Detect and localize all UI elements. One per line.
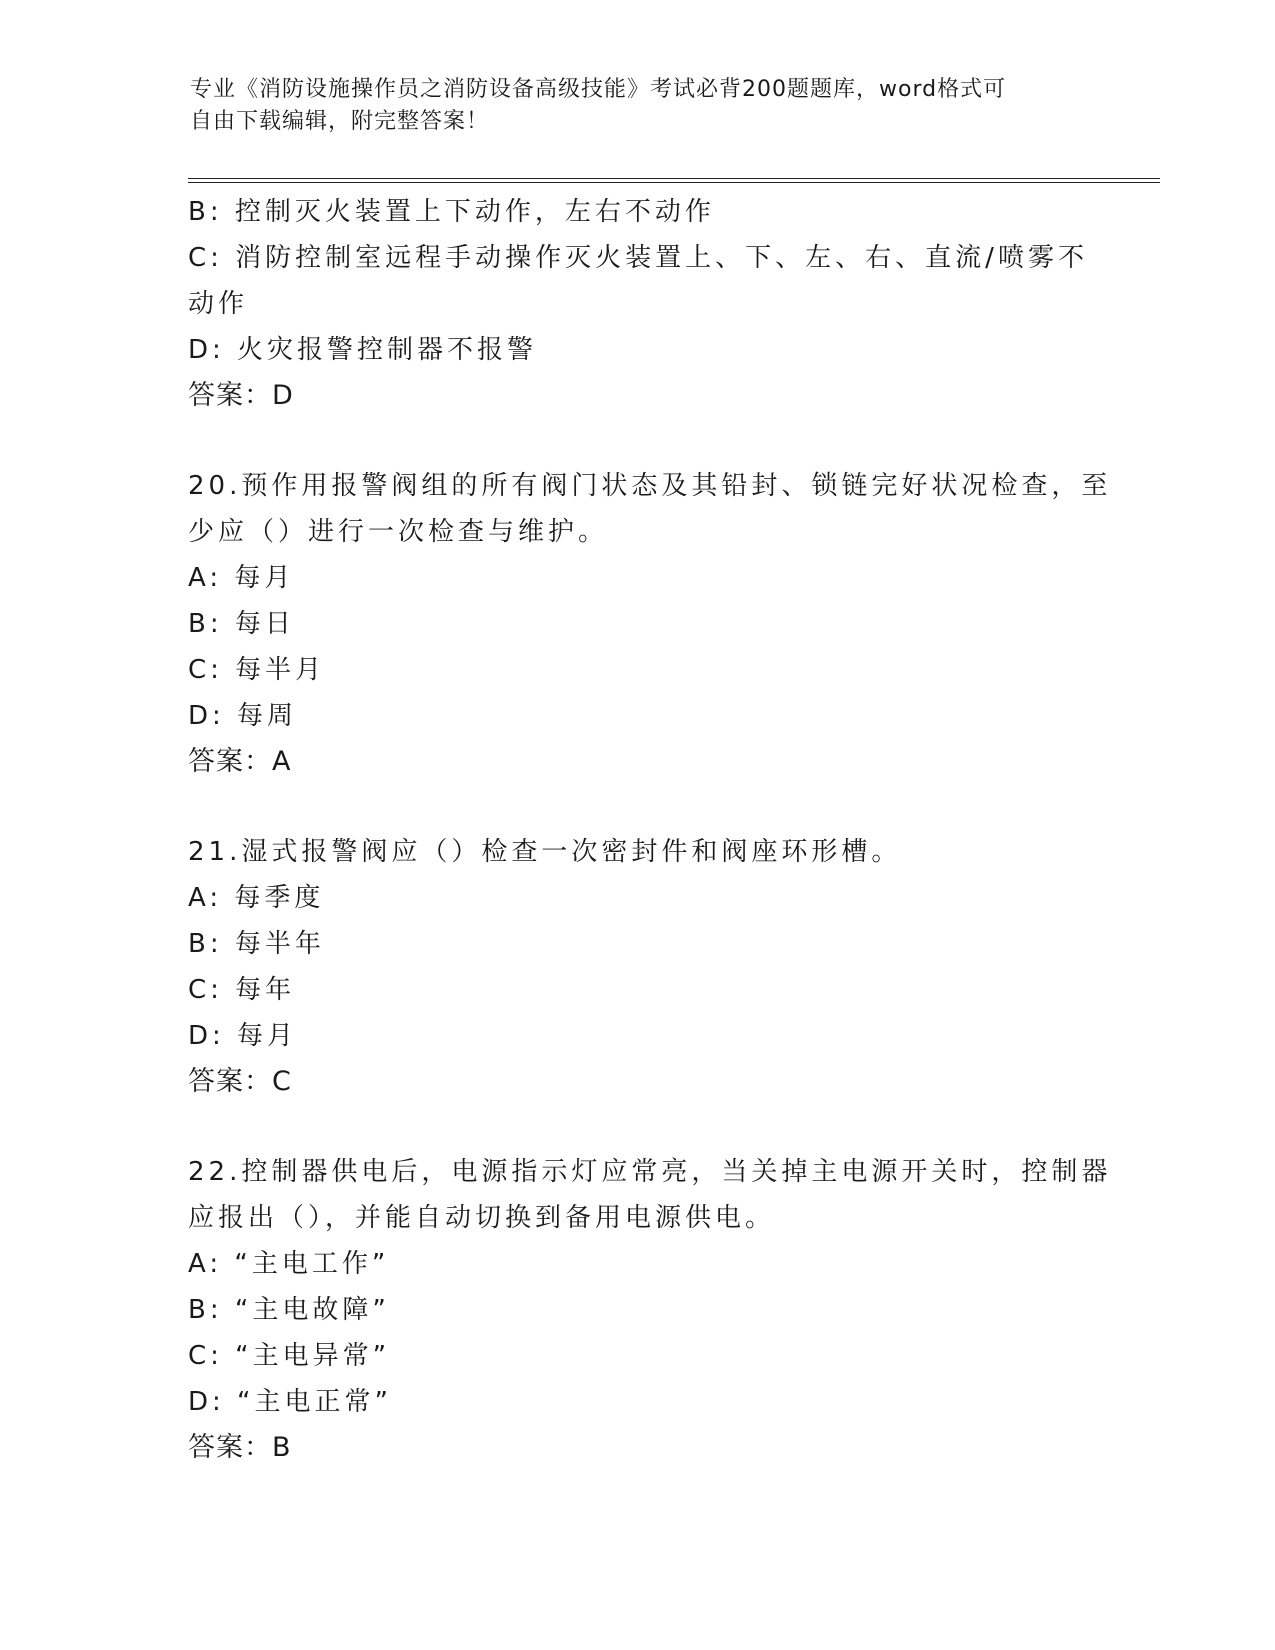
header-line-2: 自由下载编辑，附完整答案！ [190, 109, 490, 134]
question-19-tail [188, 189, 1088, 419]
option-c-continued: 动作 [188, 289, 249, 319]
option-c: C: 每半月 [188, 655, 326, 685]
question-stem-continued: 应报出（），并能自动切换到备用电源供电。 [188, 1203, 776, 1233]
answer: 答案：D [188, 380, 294, 411]
question-20 [188, 463, 1112, 785]
option-d: D: 火灾报警控制器不报警 [188, 335, 538, 365]
option-b: B: 每半年 [188, 929, 325, 959]
question-stem: 22.控制器供电后，电源指示灯应常亮，当关掉主电源开关时，控制器 [188, 1157, 1112, 1187]
option-a: A: 每月 [188, 563, 295, 593]
question-stem-continued: 少应（）进行一次检查与维护。 [188, 517, 609, 547]
header-line-1: 专业《消防设施操作员之消防设备高级技能》考试必背200题题库，word格式可 [190, 77, 1007, 102]
document-header [190, 74, 1070, 138]
option-d: D: 每周 [188, 701, 298, 731]
question-stem: 21.湿式报警阀应（）检查一次密封件和阀座环形槽。 [188, 837, 902, 867]
question-22 [188, 1149, 1112, 1471]
option-c: C: “主电异常” [188, 1341, 391, 1371]
answer: 答案：B [188, 1432, 292, 1463]
option-d: D: 每月 [188, 1021, 298, 1051]
question-content [188, 189, 1112, 1471]
option-b: B: “主电故障” [188, 1295, 390, 1325]
option-a: A: 每季度 [188, 883, 325, 913]
option-b: B: 控制灭火装置上下动作，左右不动作 [188, 197, 715, 227]
answer: 答案：C [188, 1066, 292, 1097]
option-d: D: “主电正常” [188, 1387, 392, 1417]
option-c: C: 消防控制室远程手动操作灭火装置上、下、左、右、直流/喷雾不 [188, 243, 1088, 273]
question-stem: 20.预作用报警阀组的所有阀门状态及其铅封、锁链完好状况检查，至 [188, 471, 1112, 501]
option-c: C: 每年 [188, 975, 296, 1005]
header-double-rule [188, 178, 1160, 183]
option-a: A: “主电工作” [188, 1249, 390, 1279]
answer: 答案：A [188, 746, 292, 777]
question-21 [188, 829, 1088, 1105]
option-b: B: 每日 [188, 609, 295, 639]
